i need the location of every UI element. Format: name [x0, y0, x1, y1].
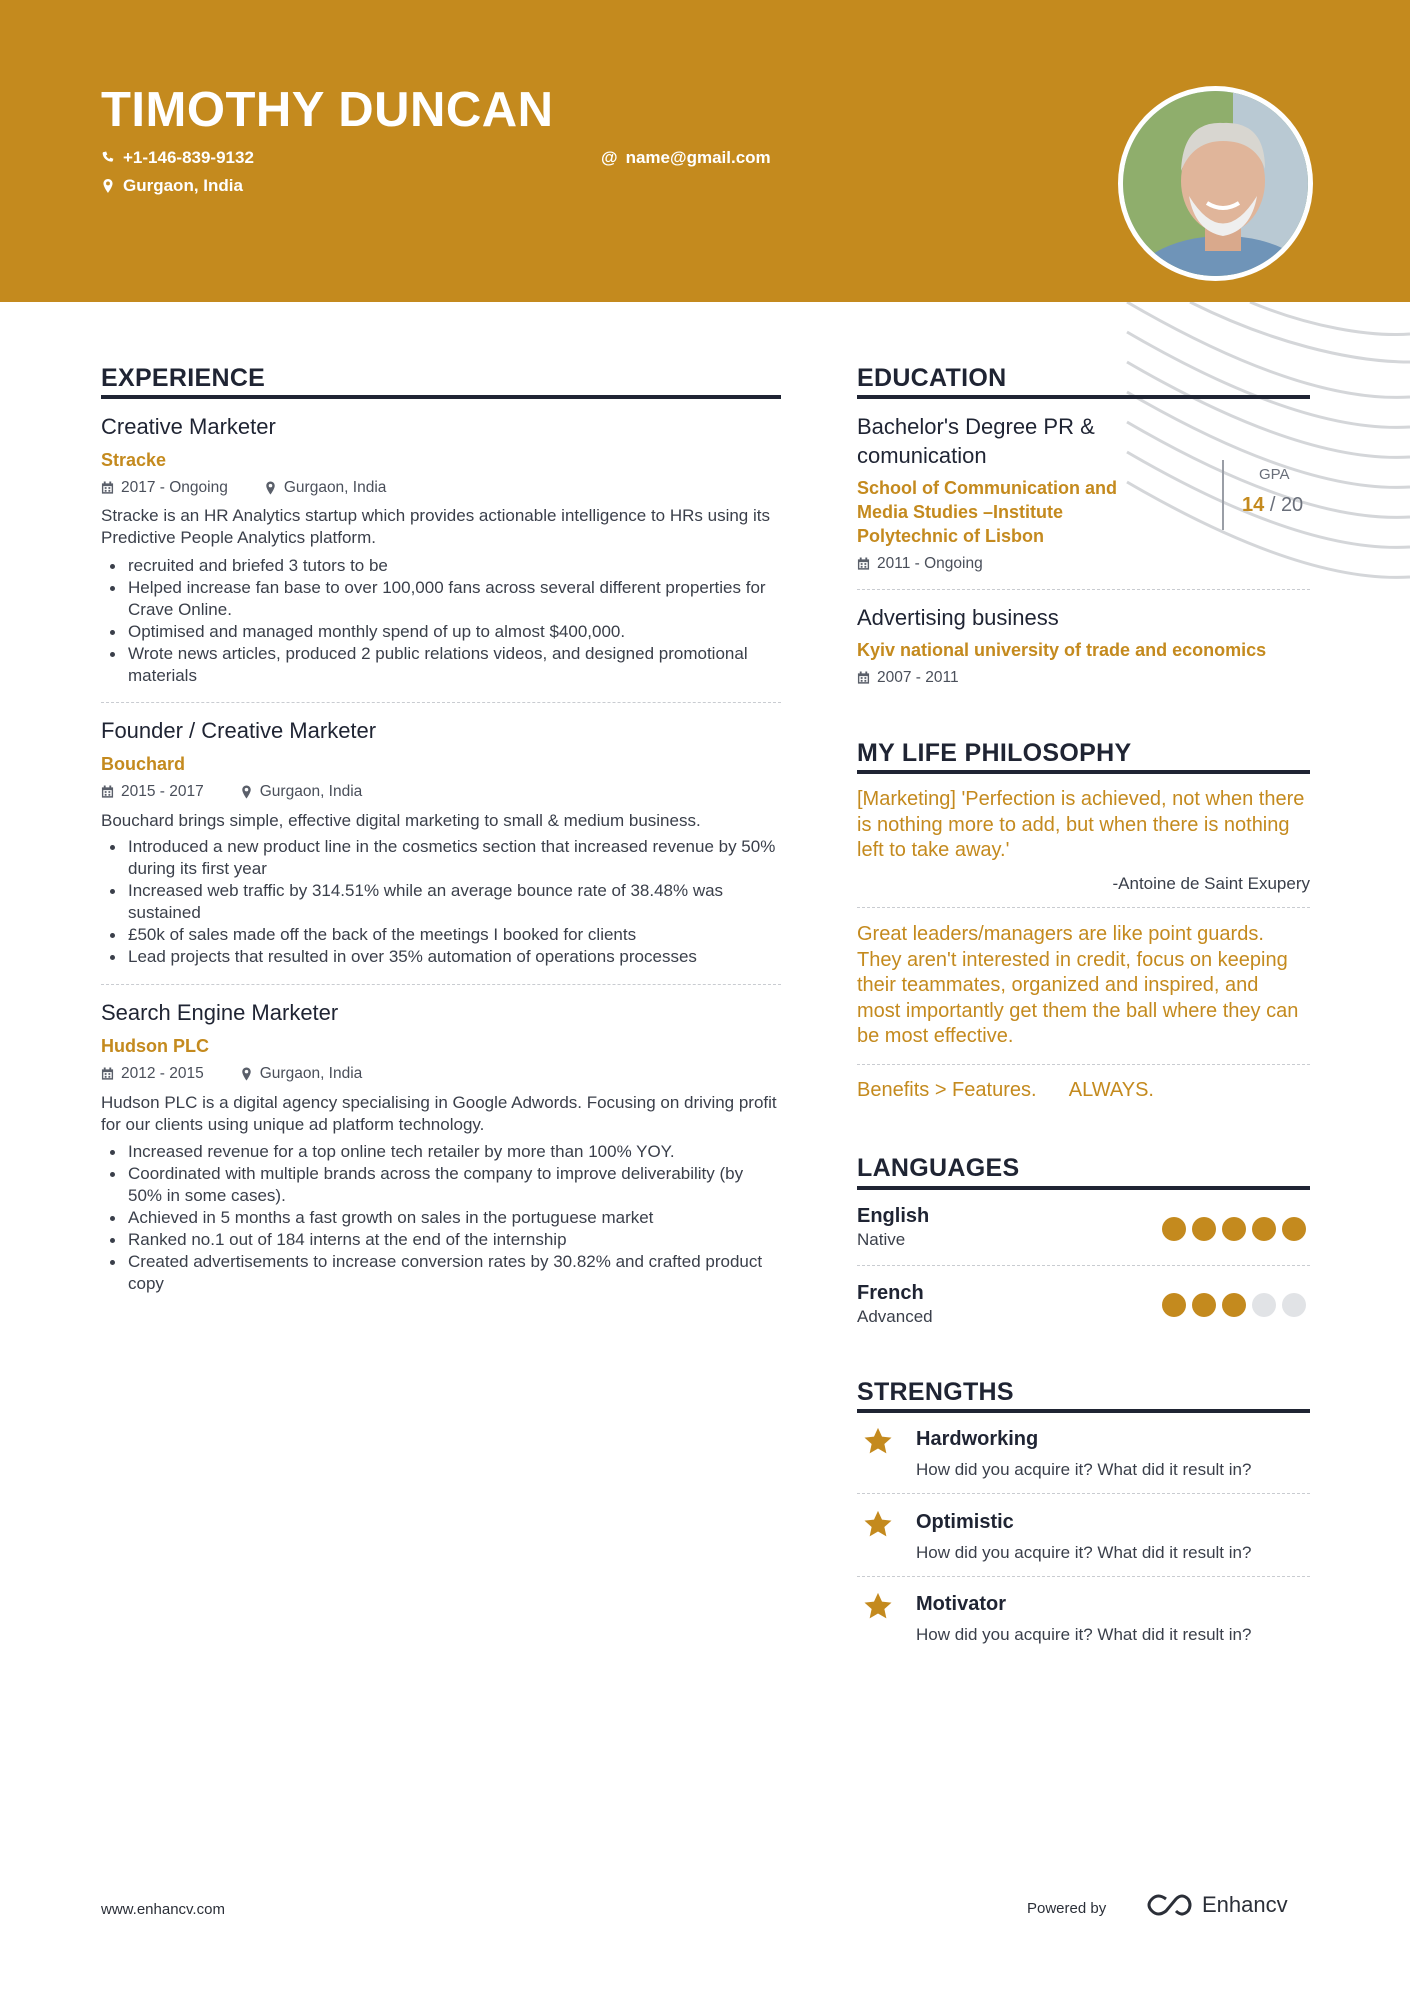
degree-title: Advertising business: [857, 605, 1059, 630]
job-dates: 2015 - 2017: [121, 783, 204, 800]
bullet-item: Lead projects that resulted in over 35% automation of operations processes: [101, 946, 781, 968]
bullet-item: Optimised and managed monthly spend of up to almost $400,000.: [101, 621, 781, 643]
divider: [101, 702, 781, 703]
divider: [857, 1576, 1310, 1577]
education-dates: 2011 - Ongoing: [877, 555, 983, 572]
strengths-heading: STRENGTHS: [857, 1378, 1014, 1406]
location-pin-icon: [264, 481, 277, 495]
strength-description: How did you acquire it? What did it result in?: [916, 1625, 1252, 1644]
experience-rule: [101, 395, 781, 399]
divider: [857, 1265, 1310, 1266]
language-name: English: [857, 1205, 930, 1227]
job-description: Hudson PLC is a digital agency specialising in Google Adwords. Focusing on driving profit for our clients using unique ad platform technology.: [101, 1093, 777, 1134]
gpa-divider: [1222, 460, 1224, 530]
school-name: Kyiv national university of trade and economics: [857, 640, 1267, 660]
header-banner: [0, 0, 1410, 302]
rating-dot-filled: [1162, 1293, 1186, 1317]
job-description: Bouchard brings simple, effective digital marketing to small & medium business.: [101, 811, 701, 830]
strength-description: How did you acquire it? What did it result in?: [916, 1460, 1252, 1479]
location: [101, 176, 243, 196]
gpa-separator: /: [1269, 494, 1276, 516]
enhancv-logo[interactable]: [1146, 1892, 1288, 1918]
powered-by: Powered by: [1027, 1900, 1107, 1917]
job-meta: [101, 479, 386, 497]
bullet-item: Increased web traffic by 314.51% while an average bounce rate of 38.48% was sustained: [101, 880, 781, 924]
candidate-name: TIMOTHY DUNCAN: [101, 83, 554, 137]
bullet-item: Created advertisements to increase conversion rates by 30.82% and crafted product copy: [101, 1251, 781, 1295]
calendar-icon: [101, 785, 114, 799]
job-meta: [101, 1065, 362, 1083]
email[interactable]: [601, 148, 771, 168]
divider: [857, 589, 1310, 590]
company-name: Stracke: [101, 450, 167, 470]
profile-photo: [1118, 86, 1313, 281]
job-dates: 2017 - Ongoing: [121, 479, 228, 496]
calendar-icon: [101, 1067, 114, 1081]
bullet-item: Coordinated with multiple brands across the company to improve deliverability (by 50% in some cases).: [101, 1163, 781, 1207]
language-level: Advanced: [857, 1307, 933, 1326]
rating-dot-filled: [1192, 1293, 1216, 1317]
strength-name: Optimistic: [916, 1511, 1014, 1533]
job-meta: [101, 783, 362, 801]
phone-text: +1-146-839-9132: [123, 148, 254, 167]
experience-heading: EXPERIENCE: [101, 364, 266, 392]
gpa-value: [1242, 494, 1303, 517]
job-bullets: [101, 1141, 781, 1295]
job-location: Gurgaon, India: [259, 783, 363, 800]
education-rule: [857, 395, 1310, 399]
job-bullets: [101, 555, 781, 687]
rating-dot-filled: [1282, 1217, 1306, 1241]
star-icon: [863, 1591, 893, 1621]
divider: [857, 1493, 1310, 1494]
gpa-label: GPA: [1259, 466, 1290, 483]
location-text: Gurgaon, India: [123, 176, 243, 195]
location-pin-icon: [101, 179, 115, 193]
star-icon: [863, 1426, 893, 1456]
language-name: French: [857, 1282, 924, 1304]
bullet-item: Helped increase fan base to over 100,000 fans across several different properties for Crave Online.: [101, 577, 781, 621]
strength-name: Motivator: [916, 1593, 1006, 1615]
calendar-icon: [101, 481, 114, 495]
bullet-item: Achieved in 5 months a fast growth on sales in the portuguese market: [101, 1207, 781, 1229]
divider: [101, 984, 781, 985]
footer-url[interactable]: www.enhancv.com: [101, 1901, 225, 1918]
gpa-max: 20: [1280, 494, 1304, 516]
gpa-score: 14: [1242, 494, 1265, 516]
job-description: Stracke is an HR Analytics startup which provides actionable intelligence to HRs using its Predictive People Analytics platform.: [101, 506, 770, 547]
rating-dot-filled: [1162, 1217, 1186, 1241]
email-text: name@gmail.com: [625, 148, 771, 167]
location-pin-icon: [240, 1067, 253, 1081]
philosophy-heading: MY LIFE PHILOSOPHY: [857, 739, 1132, 767]
language-level: Native: [857, 1230, 906, 1249]
education-heading: EDUCATION: [857, 364, 1007, 392]
job-title: Creative Marketer: [101, 414, 276, 439]
enhancv-logo-icon: [1146, 1893, 1192, 1917]
job-title: Founder / Creative Marketer: [101, 718, 377, 743]
language-rating: [1162, 1293, 1306, 1317]
strengths-rule: [857, 1409, 1310, 1413]
bullet-item: Wrote news articles, produced 2 public relations videos, and designed promotional materials: [101, 643, 781, 687]
star-icon: [863, 1509, 893, 1539]
job-dates: 2012 - 2015: [121, 1065, 204, 1082]
company-name: Bouchard: [101, 754, 186, 774]
bullet-item: Increased revenue for a top online tech retailer by more than 100% YOY.: [101, 1141, 781, 1163]
languages-rule: [857, 1186, 1310, 1190]
philosophy-rule: [857, 770, 1310, 774]
rating-dot-filled: [1222, 1293, 1246, 1317]
job-bullets: [101, 836, 781, 968]
language-rating: [1162, 1217, 1306, 1241]
bullet-item: £50k of sales made off the back of the meetings I booked for clients: [101, 924, 781, 946]
company-name: Hudson PLC: [101, 1036, 209, 1056]
brand-name: Enhancv: [1202, 1892, 1288, 1917]
phone-icon: [101, 151, 115, 165]
strength-name: Hardworking: [916, 1428, 1039, 1450]
school-name: School of Communication and Media Studies –Institute Polytechnic of Lisbon: [857, 478, 1117, 546]
philosophy-quote: Great leaders/managers are like point guards. They aren't interested in credit, focus on keeping their teammates, organized and inspired, and most importantly get them the ball where they can be most effective.: [857, 923, 1299, 1047]
languages-heading: LANGUAGES: [857, 1154, 1020, 1182]
location-pin-icon: [240, 785, 253, 799]
rating-dot-empty: [1282, 1293, 1306, 1317]
job-title: Search Engine Marketer: [101, 1000, 339, 1025]
bullet-item: Introduced a new product line in the cosmetics section that increased revenue by 50% during its first year: [101, 836, 781, 880]
job-location: Gurgaon, India: [283, 479, 387, 496]
philosophy-quote: [Marketing] 'Perfection is achieved, not when there is nothing more to add, but when there is nothing left to take away.': [857, 788, 1305, 861]
calendar-icon: [857, 671, 870, 685]
strength-description: How did you acquire it? What did it result in?: [916, 1543, 1252, 1562]
rating-dot-filled: [1222, 1217, 1246, 1241]
job-location: Gurgaon, India: [259, 1065, 363, 1082]
rating-dot-filled: [1192, 1217, 1216, 1241]
calendar-icon: [857, 557, 870, 571]
rating-dot-empty: [1252, 1293, 1276, 1317]
education-dates: 2007 - 2011: [877, 669, 959, 686]
divider: [857, 1064, 1310, 1065]
education-meta: [857, 669, 959, 687]
education-meta: [857, 555, 983, 573]
bullet-item: recruited and briefed 3 tutors to be: [101, 555, 781, 577]
at-icon: @: [601, 148, 618, 167]
philosophy-quote: Benefits > Features. ALWAYS.: [857, 1079, 1154, 1101]
rating-dot-filled: [1252, 1217, 1276, 1241]
phone: [101, 148, 254, 168]
quote-author: -Antoine de Saint Exupery: [1112, 874, 1310, 893]
bullet-item: Ranked no.1 out of 184 interns at the end of the internship: [101, 1229, 781, 1251]
divider: [857, 907, 1310, 908]
degree-title: Bachelor's Degree PR & comunication: [857, 414, 1095, 468]
